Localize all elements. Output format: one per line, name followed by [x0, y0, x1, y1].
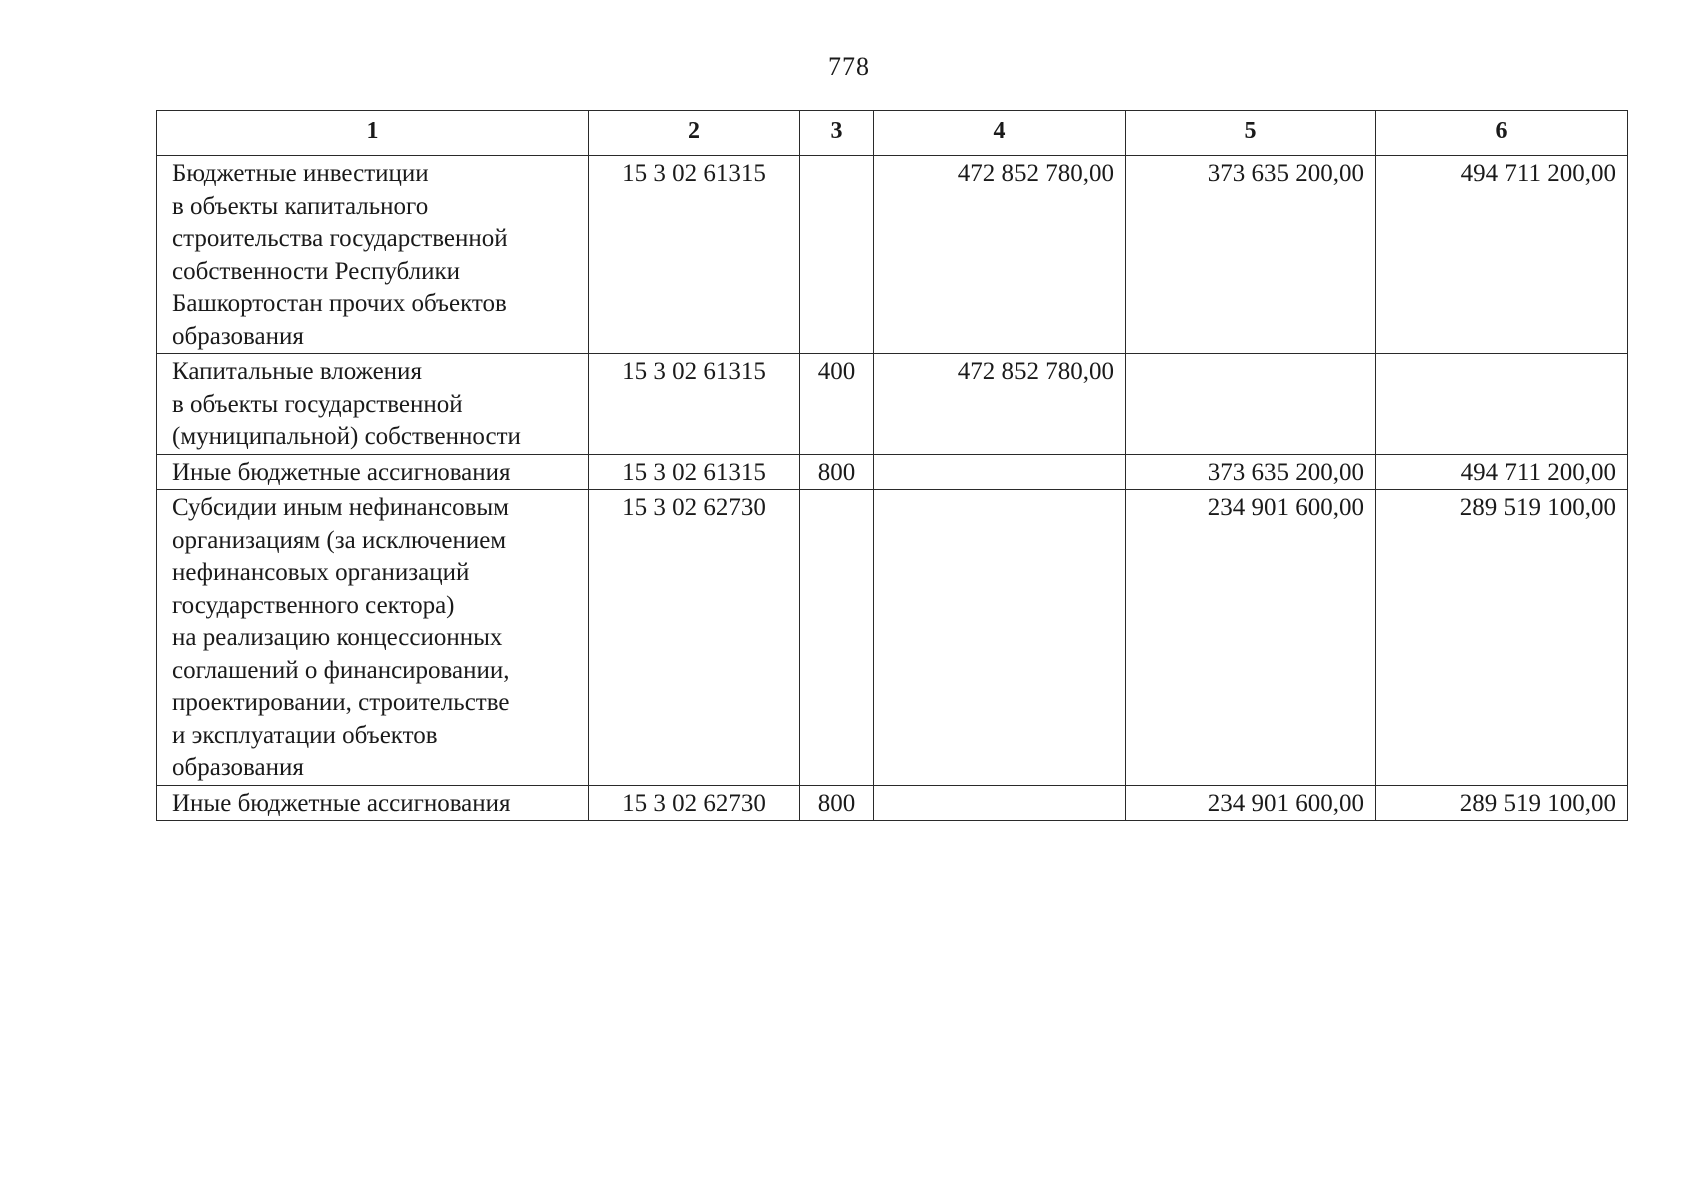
row-value-col4-cell [874, 785, 1126, 821]
row-name-cell: Субсидии иным нефинансовым организациям (за исключением нефинансовых организаций государственного сектора) на реализацию концессионных соглашений о финансировании, проектировании, строительстве и эксплуатации объектов образования [157, 490, 589, 786]
row-value-col5-cell: 234 901 600,00 [1126, 490, 1376, 786]
row-value-col5-cell: 373 635 200,00 [1126, 454, 1376, 490]
budget-table [156, 110, 1628, 821]
row-value-col6-cell: 289 519 100,00 [1376, 490, 1628, 786]
row-code-cell: 15 3 02 62730 [589, 490, 800, 786]
row-value-col4-cell: 472 852 780,00 [874, 156, 1126, 354]
row-name-cell: Капитальные вложения в объекты государственной (муниципальной) собственности [157, 354, 589, 455]
row-name-cell: Иные бюджетные ассигнования [157, 785, 589, 821]
row-value-col6-cell: 494 711 200,00 [1376, 454, 1628, 490]
row-code-cell: 15 3 02 61315 [589, 354, 800, 455]
column-header-4: 4 [874, 111, 1126, 156]
row-value-col4-cell [874, 454, 1126, 490]
row-value-col5-cell [1126, 354, 1376, 455]
row-type-cell: 400 [800, 354, 874, 455]
row-code-cell: 15 3 02 61315 [589, 454, 800, 490]
row-code-cell: 15 3 02 61315 [589, 156, 800, 354]
table-row [157, 785, 1628, 821]
row-value-col5-cell: 373 635 200,00 [1126, 156, 1376, 354]
row-type-cell [800, 156, 874, 354]
row-type-cell: 800 [800, 785, 874, 821]
row-type-cell [800, 490, 874, 786]
row-name-cell: Бюджетные инвестиции в объекты капитального строительства государственной собственности Республики Башкортостан прочих объектов образования [157, 156, 589, 354]
row-code-cell: 15 3 02 62730 [589, 785, 800, 821]
column-header-2: 2 [589, 111, 800, 156]
row-value-col6-cell: 289 519 100,00 [1376, 785, 1628, 821]
column-header-5: 5 [1126, 111, 1376, 156]
row-value-col4-cell: 472 852 780,00 [874, 354, 1126, 455]
column-header-1: 1 [157, 111, 589, 156]
table-row [157, 490, 1628, 786]
table-row [157, 454, 1628, 490]
table-row [157, 156, 1628, 354]
column-header-6: 6 [1376, 111, 1628, 156]
row-value-col5-cell: 234 901 600,00 [1126, 785, 1376, 821]
row-value-col4-cell [874, 490, 1126, 786]
row-value-col6-cell: 494 711 200,00 [1376, 156, 1628, 354]
table-row [157, 354, 1628, 455]
column-header-3: 3 [800, 111, 874, 156]
row-name-cell: Иные бюджетные ассигнования [157, 454, 589, 490]
page-number: 778 [828, 52, 870, 81]
row-value-col6-cell [1376, 354, 1628, 455]
row-type-cell: 800 [800, 454, 874, 490]
table-header-row [157, 111, 1628, 156]
